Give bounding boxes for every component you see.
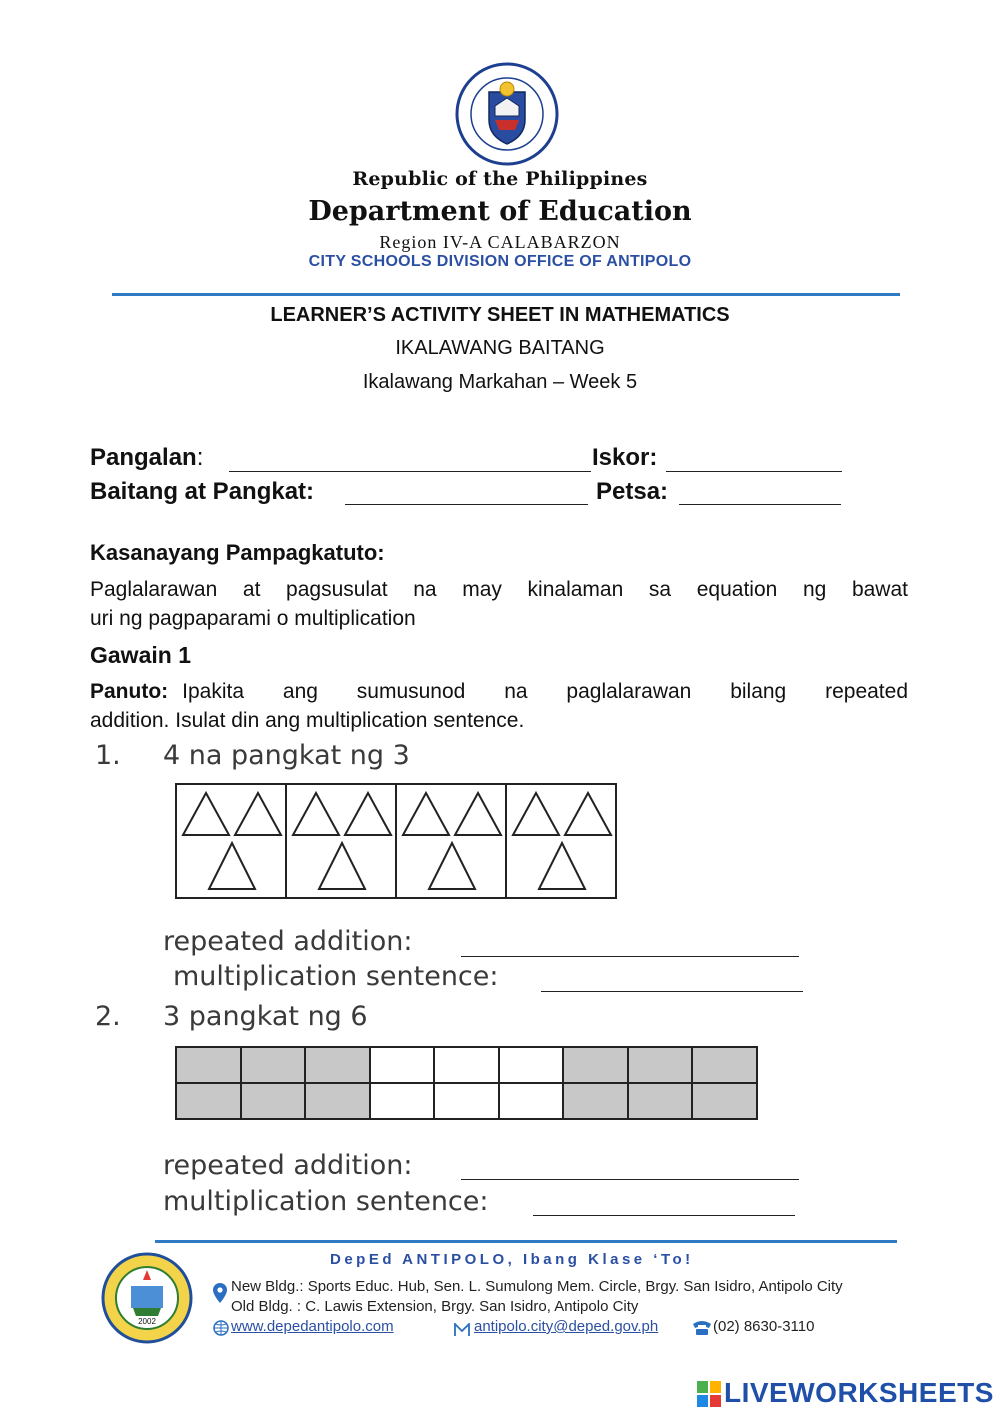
- header-divider: [112, 293, 900, 296]
- item-1-group-box: [395, 783, 507, 899]
- region-heading: Region IV-A CALABARZON: [379, 232, 621, 252]
- competency-line-2: uri ng pagpaparami o multiplication: [90, 607, 416, 630]
- directions-line-2: addition. Isulat din ang multiplication sentence.: [90, 709, 525, 732]
- footer-email-link[interactable]: antipolo.city@deped.gov.ph: [474, 1318, 659, 1335]
- item-1-group-box: [505, 783, 617, 899]
- item-1-repeated-label: repeated addition:: [163, 926, 413, 957]
- directions-text-1: Ipakita ang sumusunod na paglalarawan bilang repeated: [182, 680, 908, 703]
- grid-square: [371, 1048, 436, 1084]
- grid-square: [435, 1084, 500, 1120]
- item-1-sentence-answer[interactable]: [541, 991, 803, 992]
- item-1-group-box: [285, 783, 397, 899]
- grid-square: [693, 1048, 758, 1084]
- triangle-shape: [235, 793, 281, 835]
- date-field[interactable]: [679, 504, 841, 505]
- name-field[interactable]: [229, 471, 591, 472]
- deped-seal-logo: [455, 62, 559, 166]
- item-1-repeated-answer[interactable]: [461, 956, 799, 957]
- division-office-logo: [101, 1252, 193, 1344]
- grid-square: [693, 1084, 758, 1120]
- name-field-label: Pangalan:: [90, 444, 204, 471]
- item-2-repeated-answer[interactable]: [461, 1179, 799, 1180]
- triangle-shape: [513, 793, 559, 835]
- triangle-shape: [565, 793, 611, 835]
- directions-label: Panuto:: [90, 680, 169, 703]
- globe-icon: [213, 1320, 229, 1340]
- grid-square: [564, 1048, 629, 1084]
- grid-square: [306, 1084, 371, 1120]
- footer-divider: [155, 1240, 897, 1243]
- grade-level: IKALAWANG BAITANG: [395, 337, 605, 359]
- grid-square: [500, 1048, 565, 1084]
- score-field[interactable]: [666, 471, 842, 472]
- grid-square: [242, 1048, 307, 1084]
- footer-phone: (02) 8630-3110: [713, 1318, 815, 1335]
- footer-address-old: Old Bldg. : C. Lawis Extension, Brgy. San Isidro, Antipolo City: [231, 1298, 639, 1315]
- item-2-repeated-label: repeated addition:: [163, 1150, 413, 1181]
- location-icon: [213, 1283, 227, 1307]
- competency-heading: Kasanayang Pampagkatuto:: [90, 540, 385, 565]
- item-1-number: 1.: [95, 740, 121, 771]
- liveworksheets-logo-icon: [697, 1381, 721, 1411]
- triangle-shape: [429, 843, 475, 889]
- item-2-sentence-answer[interactable]: [533, 1215, 795, 1216]
- grid-square: [242, 1084, 307, 1120]
- grid-square: [629, 1048, 694, 1084]
- triangle-shape: [345, 793, 391, 835]
- item-1-group-box: [175, 783, 287, 899]
- item-2-prompt: 3 pangkat ng 6: [163, 1001, 368, 1032]
- triangle-shape: [455, 793, 501, 835]
- grid-square: [177, 1084, 242, 1120]
- mail-icon: [454, 1322, 470, 1341]
- item-2-sentence-label: multiplication sentence:: [163, 1186, 489, 1217]
- grid-square: [435, 1048, 500, 1084]
- sheet-title: LEARNER’S ACTIVITY SHEET IN MATHEMATICS: [270, 304, 730, 326]
- footer-slogan: DepEd ANTIPOLO, Ibang Klase ‘To!: [330, 1251, 694, 1268]
- section-field[interactable]: [345, 504, 588, 505]
- triangle-shape: [209, 843, 255, 889]
- logo-year: 2002: [138, 1317, 156, 1326]
- triangle-shape: [539, 843, 585, 889]
- phone-icon: [691, 1320, 713, 1340]
- triangle-shape: [293, 793, 339, 835]
- item-2-square-grid: [175, 1046, 758, 1120]
- triangle-shape: [183, 793, 229, 835]
- division-heading: CITY SCHOOLS DIVISION OFFICE OF ANTIPOLO: [308, 253, 692, 270]
- competency-line-1: Paglalarawan at pagsusulat na may kinalaman sa equation ng bawat: [90, 578, 908, 601]
- directions-line-1: [90, 677, 908, 706]
- grid-square: [500, 1084, 565, 1120]
- activity-heading: Gawain 1: [90, 642, 191, 668]
- section-field-label: Baitang at Pangkat:: [90, 478, 315, 505]
- republic-heading: Republic of the Philippines: [352, 168, 648, 190]
- department-heading: Department of Education: [308, 196, 692, 227]
- footer-website-link[interactable]: www.depedantipolo.com: [231, 1318, 394, 1335]
- grid-square: [177, 1048, 242, 1084]
- footer-address-new: New Bldg.: Sports Educ. Hub, Sen. L. Sumulong Mem. Circle, Brgy. San Isidro, Antipolo City: [231, 1278, 843, 1295]
- item-2-number: 2.: [95, 1001, 121, 1032]
- item-1-sentence-label: multiplication sentence:: [173, 961, 499, 992]
- triangle-shape: [319, 843, 365, 889]
- date-field-label: Petsa:: [596, 478, 669, 505]
- item-1-prompt: 4 na pangkat ng 3: [163, 740, 410, 771]
- liveworksheets-watermark: LIVEWORKSHEETS: [724, 1377, 994, 1408]
- quarter-week: Ikalawang Markahan – Week 5: [362, 371, 638, 393]
- grid-square: [629, 1084, 694, 1120]
- grid-square: [564, 1084, 629, 1120]
- score-field-label: Iskor:: [592, 444, 658, 471]
- triangle-shape: [403, 793, 449, 835]
- grid-square: [306, 1048, 371, 1084]
- grid-square: [371, 1084, 436, 1120]
